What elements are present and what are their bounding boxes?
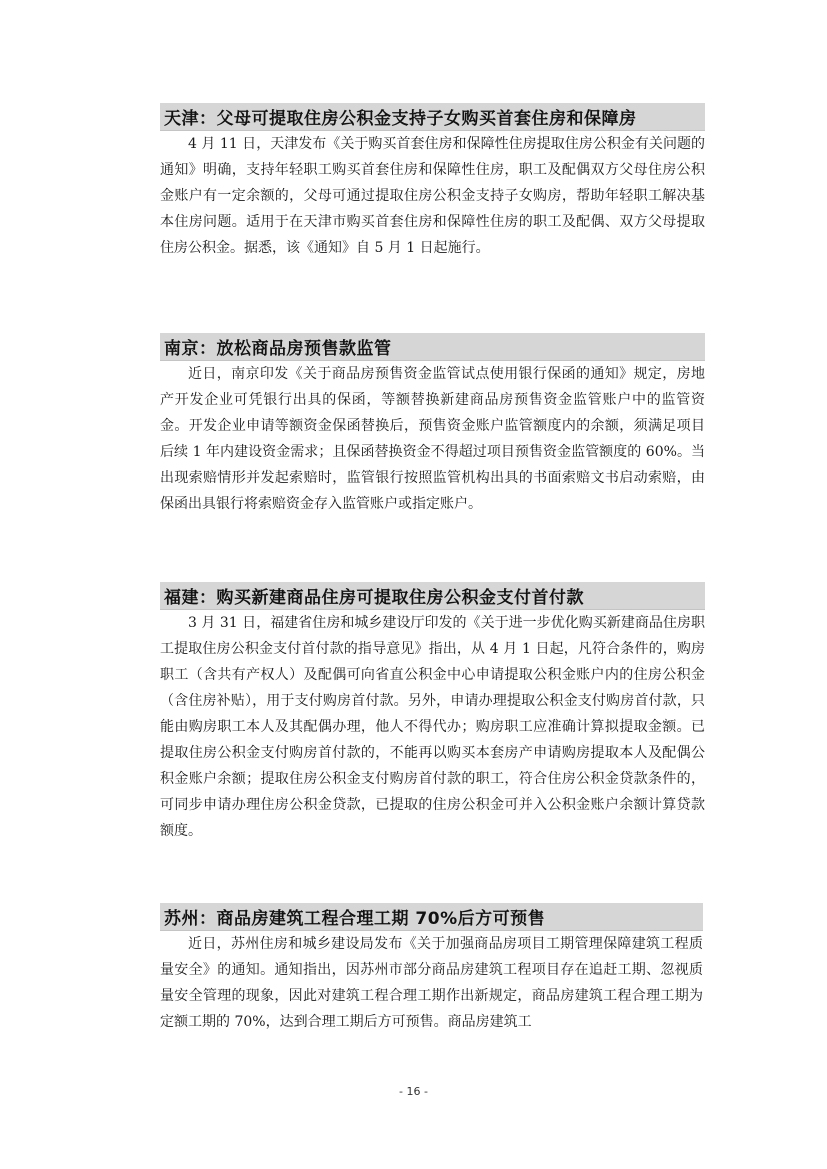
section-heading-bar	[160, 333, 705, 361]
section-suzhou	[160, 903, 703, 1035]
section-body: 近日，南京印发《关于商品房预售资金监管试点使用银行保函的通知》规定，房地产开发企业可凭银行出具的保函，等额替换新建商品房预售资金监管账户中的监管资金。开发企业申请等额资金保函替换后，预售资金账户监管额度内的余额，须满足项目后续 1 年内建设资金需求；且保函替换资金不得超过项目预售资金监管额度的 60%。当出现索赔情形并发起索赔时，监管银行按照监管机构出具的书面索赔文书启动索赔，由保函出具银行将索赔资金存入监管账户或指定账户。	[160, 366, 705, 512]
section-heading-bar	[160, 103, 705, 131]
section-heading: 福建：购买新建商品住房可提取住房公积金支付首付款	[164, 588, 584, 608]
section-heading-bar	[160, 582, 705, 610]
section-nanjing	[160, 333, 705, 517]
section-heading: 天津：父母可提取住房公积金支持子女购买首套住房和保障房	[164, 109, 637, 129]
section-body: 近日，苏州住房和城乡建设局发布《关于加强商品房项目工期管理保障建筑工程质量安全》的通知。通知指出，因苏州市部分商品房建筑工程项目存在追赶工期、忽视质量安全管理的现象，因此对建筑工程合理工期作出新规定，商品房建筑工程合理工期为定额工期的 70%，达到合理工期后方可预售。商品房建筑工	[160, 936, 703, 1030]
section-body: 3 月 31 日，福建省住房和城乡建设厅印发的《关于进一步优化购买新建商品住房职工提取住房公积金支付首付款的指导意见》指出，从 4 月 1 日起，凡符合条件的，购房职工（含共有产权人）及配偶可向省直公积金中心申请提取公积金账户内的住房公积金（含住房补贴），用于支付购房首付款。另外，申请办理提取公积金支付购房首付款，只能由购房职工本人及其配偶办理，他人不得代办；购房职工应准确计算拟提取金额。已提取住房公积金支付购房首付款的，不能再以购买本套房产申请购房提取本人及配偶公积金账户余额；提取住房公积金支付购房首付款的职工，符合住房公积金贷款条件的，可同步申请办理住房公积金贷款，已提取的住房公积金可并入公积金账户余额计算贷款额度。	[160, 615, 705, 839]
section-fujian	[160, 582, 705, 844]
section-heading: 南京：放松商品房预售款监管	[164, 339, 392, 359]
section-heading: 苏州：商品房建筑工程合理工期 70%后方可预售	[164, 909, 546, 929]
section-body: 4 月 11 日，天津发布《关于购买首套住房和保障性住房提取住房公积金有关问题的通知》明确，支持年轻职工购买首套住房和保障性住房，职工及配偶双方父母住房公积金账户有一定余额的，父母可通过提取住房公积金支持子女购房，帮助年轻职工解决基本住房问题。适用于在天津市购买首套住房和保障性住房的职工及配偶、双方父母提取住房公积金。据悉，该《通知》自 5 月 1 日起施行。	[160, 136, 705, 256]
section-heading-bar	[160, 903, 703, 931]
page-number: - 16 -	[399, 1085, 428, 1098]
section-tianjin	[160, 103, 705, 261]
